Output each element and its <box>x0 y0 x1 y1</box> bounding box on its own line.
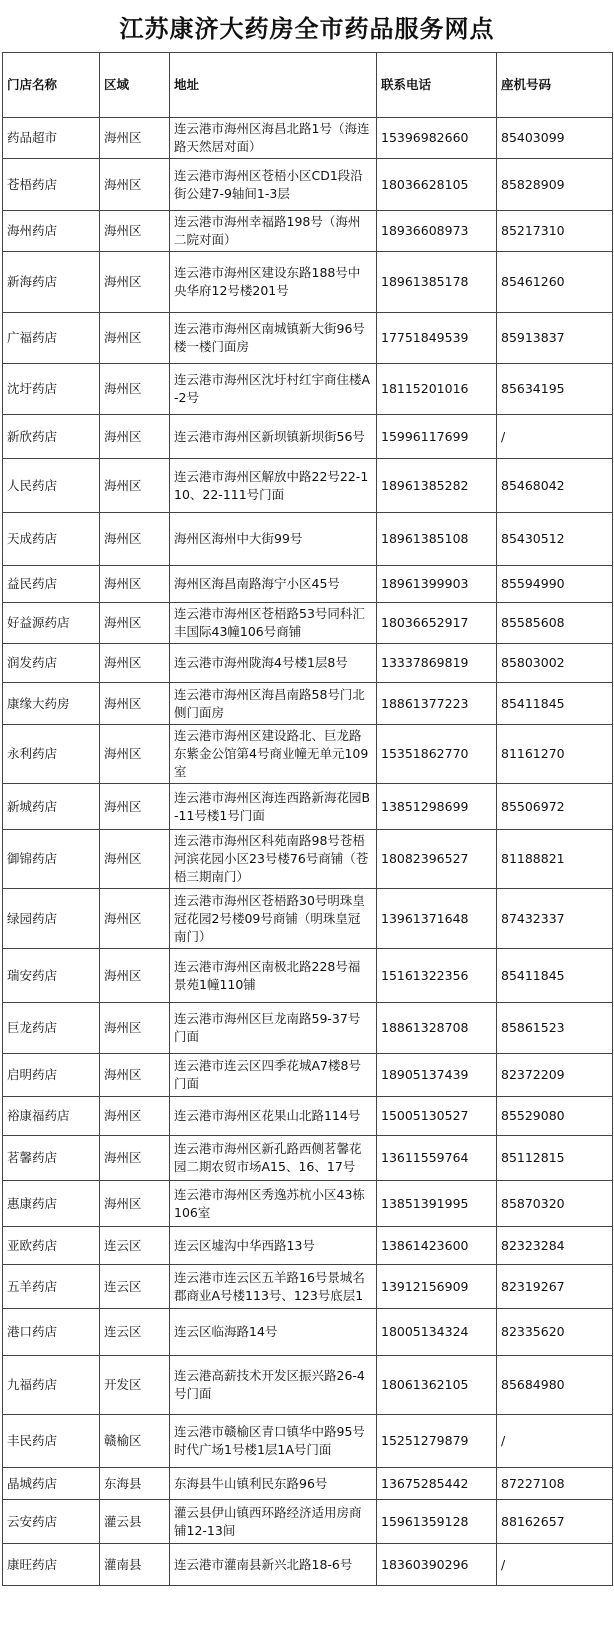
landline-cell: 85828909 <box>497 159 613 211</box>
table-row <box>3 1097 613 1136</box>
phone-cell: 15996117699 <box>377 415 497 459</box>
table-row <box>3 1309 613 1356</box>
landline-cell: 82372209 <box>497 1054 613 1097</box>
table-row <box>3 459 613 513</box>
phone-cell: 18961385108 <box>377 513 497 566</box>
store-name-cell: 天成药店 <box>3 513 100 566</box>
area-cell: 连云区 <box>100 1265 170 1309</box>
address-cell: 连云港市赣榆区青口镇华中路95号时代广场1号楼1层1A号门面 <box>170 1415 377 1468</box>
address-cell: 连云港市海州区海连西路新海花园B-11号楼1号门面 <box>170 784 377 830</box>
area-cell: 开发区 <box>100 1356 170 1415</box>
landline-cell: 85411845 <box>497 683 613 725</box>
area-cell: 海州区 <box>100 415 170 459</box>
store-name-cell: 港口药店 <box>3 1309 100 1356</box>
landline-cell: 85529080 <box>497 1097 613 1136</box>
phone-cell: 18360390296 <box>377 1544 497 1586</box>
table-row <box>3 211 613 252</box>
area-cell: 连云区 <box>100 1227 170 1265</box>
area-cell: 海州区 <box>100 784 170 830</box>
area-cell: 海州区 <box>100 683 170 725</box>
phone-cell: 18905137439 <box>377 1054 497 1097</box>
landline-cell: / <box>497 1415 613 1468</box>
area-cell: 海州区 <box>100 1003 170 1054</box>
area-cell: 海州区 <box>100 566 170 603</box>
store-name-cell: 绿园药店 <box>3 889 100 949</box>
store-name-cell: 茗馨药店 <box>3 1136 100 1181</box>
area-cell: 海州区 <box>100 1054 170 1097</box>
address-cell: 连云港市海州区沈圩村红宇商住楼A-2号 <box>170 364 377 415</box>
phone-cell: 13912156909 <box>377 1265 497 1309</box>
store-name-cell: 亚欧药店 <box>3 1227 100 1265</box>
landline-cell: 85803002 <box>497 644 613 683</box>
phone-cell: 13675285442 <box>377 1468 497 1500</box>
table-row <box>3 566 613 603</box>
address-cell: 连云港市海州区新坝镇新坝街56号 <box>170 415 377 459</box>
phone-cell: 13961371648 <box>377 889 497 949</box>
table-row <box>3 364 613 415</box>
landline-cell: / <box>497 1544 613 1586</box>
landline-cell: 85506972 <box>497 784 613 830</box>
area-cell: 海州区 <box>100 159 170 211</box>
address-cell: 海州区海州中大街99号 <box>170 513 377 566</box>
table-row <box>3 1415 613 1468</box>
landline-cell: 85913837 <box>497 313 613 364</box>
landline-cell: 85112815 <box>497 1136 613 1181</box>
phone-cell: 18961385178 <box>377 252 497 313</box>
area-cell: 海州区 <box>100 1181 170 1227</box>
address-cell: 连云港市海州区海昌南路58号门北侧门面房 <box>170 683 377 725</box>
phone-cell: 18961399903 <box>377 566 497 603</box>
address-cell: 连云港市海州区南极北路228号福景苑1幢110铺 <box>170 949 377 1003</box>
table-row <box>3 830 613 889</box>
table-row <box>3 1227 613 1265</box>
address-cell: 连云港市海州区花果山北路114号 <box>170 1097 377 1136</box>
landline-cell: 81161270 <box>497 725 613 784</box>
address-cell: 连云港市灌南县新兴北路18-6号 <box>170 1544 377 1586</box>
store-name-cell: 丰民药店 <box>3 1415 100 1468</box>
address-cell: 连云港高薪技术开发区振兴路26-4号门面 <box>170 1356 377 1415</box>
area-cell: 海州区 <box>100 949 170 1003</box>
table-row <box>3 683 613 725</box>
table-row <box>3 603 613 644</box>
landline-cell: 85684980 <box>497 1356 613 1415</box>
landline-cell: 82323284 <box>497 1227 613 1265</box>
address-cell: 东海县牛山镇利民东路96号 <box>170 1468 377 1500</box>
landline-cell: 85634195 <box>497 364 613 415</box>
area-cell: 海州区 <box>100 644 170 683</box>
area-cell: 海州区 <box>100 830 170 889</box>
landline-cell: 85461260 <box>497 252 613 313</box>
area-cell: 海州区 <box>100 313 170 364</box>
table-row <box>3 118 613 159</box>
store-name-cell: 晶城药店 <box>3 1468 100 1500</box>
table-row <box>3 1265 613 1309</box>
store-name-cell: 巨龙药店 <box>3 1003 100 1054</box>
area-cell: 海州区 <box>100 364 170 415</box>
landline-cell: / <box>497 415 613 459</box>
table-row <box>3 784 613 830</box>
table-row <box>3 513 613 566</box>
store-name-cell: 润发药店 <box>3 644 100 683</box>
address-cell: 连云区墟沟中华西路13号 <box>170 1227 377 1265</box>
header-store-name: 门店名称 <box>3 53 100 118</box>
table-row <box>3 949 613 1003</box>
phone-cell: 13851391995 <box>377 1181 497 1227</box>
landline-cell: 85468042 <box>497 459 613 513</box>
store-name-cell: 好益源药店 <box>3 603 100 644</box>
table-row <box>3 1500 613 1544</box>
table-row <box>3 1544 613 1586</box>
store-name-cell: 永利药店 <box>3 725 100 784</box>
area-cell: 东海县 <box>100 1468 170 1500</box>
landline-cell: 88162657 <box>497 1500 613 1544</box>
store-name-cell: 苍梧药店 <box>3 159 100 211</box>
table-row <box>3 889 613 949</box>
area-cell: 海州区 <box>100 211 170 252</box>
landline-cell: 85403099 <box>497 118 613 159</box>
table-row <box>3 1054 613 1097</box>
table-row <box>3 159 613 211</box>
landline-cell: 82319267 <box>497 1265 613 1309</box>
address-cell: 连云港市海州区建设东路188号中央华府12号楼201号 <box>170 252 377 313</box>
phone-cell: 18005134324 <box>377 1309 497 1356</box>
landline-cell: 81188821 <box>497 830 613 889</box>
address-cell: 连云港市海州区新孔路西侧茗馨花园二期农贸市场A15、16、17号 <box>170 1136 377 1181</box>
area-cell: 海州区 <box>100 1136 170 1181</box>
address-cell: 连云港市海州陇海4号楼1层8号 <box>170 644 377 683</box>
landline-cell: 85870320 <box>497 1181 613 1227</box>
address-cell: 连云港市海州区科苑南路98号苍梧河滨花园小区23号楼76号商铺（苍梧三期南门） <box>170 830 377 889</box>
phone-cell: 15961359128 <box>377 1500 497 1544</box>
landline-cell: 85585608 <box>497 603 613 644</box>
phone-cell: 18861377223 <box>377 683 497 725</box>
area-cell: 海州区 <box>100 1097 170 1136</box>
store-name-cell: 五羊药店 <box>3 1265 100 1309</box>
address-cell: 连云港市海州区解放中路22号22-110、22-111号门面 <box>170 459 377 513</box>
phone-cell: 13337869819 <box>377 644 497 683</box>
store-table <box>2 52 613 1586</box>
address-cell: 连云港市连云区五羊路16号景城名郡商业A号楼113号、123号底层1 <box>170 1265 377 1309</box>
phone-cell: 18036652917 <box>377 603 497 644</box>
area-cell: 海州区 <box>100 603 170 644</box>
area-cell: 灌云县 <box>100 1500 170 1544</box>
phone-cell: 15396982660 <box>377 118 497 159</box>
table-row <box>3 252 613 313</box>
address-cell: 连云区临海路14号 <box>170 1309 377 1356</box>
store-name-cell: 裕康福药店 <box>3 1097 100 1136</box>
area-cell: 海州区 <box>100 459 170 513</box>
address-cell: 连云港市海州区苍梧路53号同科汇丰国际43幢106号商铺 <box>170 603 377 644</box>
table-row <box>3 644 613 683</box>
header-phone: 联系电话 <box>377 53 497 118</box>
store-name-cell: 新海药店 <box>3 252 100 313</box>
store-name-cell: 广福药店 <box>3 313 100 364</box>
store-name-cell: 御锦药店 <box>3 830 100 889</box>
table-row <box>3 1181 613 1227</box>
phone-cell: 17751849539 <box>377 313 497 364</box>
store-name-cell: 海州药店 <box>3 211 100 252</box>
phone-cell: 18961385282 <box>377 459 497 513</box>
address-cell: 连云港市连云区四季花城A7楼8号门面 <box>170 1054 377 1097</box>
table-row <box>3 1136 613 1181</box>
address-cell: 连云港市海州区海昌北路1号（海连路天然居对面） <box>170 118 377 159</box>
landline-cell: 85430512 <box>497 513 613 566</box>
phone-cell: 18115201016 <box>377 364 497 415</box>
landline-cell: 85594990 <box>497 566 613 603</box>
landline-cell: 85217310 <box>497 211 613 252</box>
phone-cell: 15251279879 <box>377 1415 497 1468</box>
area-cell: 连云区 <box>100 1309 170 1356</box>
phone-cell: 18082396527 <box>377 830 497 889</box>
area-cell: 海州区 <box>100 725 170 784</box>
header-landline: 座机号码 <box>497 53 613 118</box>
phone-cell: 13851298699 <box>377 784 497 830</box>
store-name-cell: 人民药店 <box>3 459 100 513</box>
phone-cell: 15351862770 <box>377 725 497 784</box>
phone-cell: 13861423600 <box>377 1227 497 1265</box>
phone-cell: 18861328708 <box>377 1003 497 1054</box>
store-name-cell: 云安药店 <box>3 1500 100 1544</box>
store-name-cell: 瑞安药店 <box>3 949 100 1003</box>
address-cell: 连云港市海州区苍梧小区CD1段沿街公建7-9轴间1-3层 <box>170 159 377 211</box>
phone-cell: 18061362105 <box>377 1356 497 1415</box>
area-cell: 海州区 <box>100 513 170 566</box>
store-name-cell: 沈圩药店 <box>3 364 100 415</box>
landline-cell: 87227108 <box>497 1468 613 1500</box>
store-name-cell: 益民药店 <box>3 566 100 603</box>
landline-cell: 85411845 <box>497 949 613 1003</box>
area-cell: 灌南县 <box>100 1544 170 1586</box>
address-cell: 连云港市海州区南城镇新大街96号楼一楼门面房 <box>170 313 377 364</box>
address-cell: 连云港市海州区秀逸苏杭小区43栋106室 <box>170 1181 377 1227</box>
table-row <box>3 1468 613 1500</box>
store-name-cell: 康旺药店 <box>3 1544 100 1586</box>
area-cell: 海州区 <box>100 889 170 949</box>
store-name-cell: 新欣药店 <box>3 415 100 459</box>
address-cell: 连云港市海州区苍梧路30号明珠皇冠花园2号楼09号商铺（明珠皇冠南门） <box>170 889 377 949</box>
landline-cell: 82335620 <box>497 1309 613 1356</box>
table-row <box>3 313 613 364</box>
address-cell: 灌云县伊山镇西环路经济适用房商铺12-13间 <box>170 1500 377 1544</box>
table-row <box>3 1003 613 1054</box>
phone-cell: 15005130527 <box>377 1097 497 1136</box>
store-name-cell: 九福药店 <box>3 1356 100 1415</box>
store-name-cell: 药品超市 <box>3 118 100 159</box>
landline-cell: 85861523 <box>497 1003 613 1054</box>
table-row <box>3 725 613 784</box>
address-cell: 连云港市海州区巨龙南路59-37号门面 <box>170 1003 377 1054</box>
phone-cell: 15161322356 <box>377 949 497 1003</box>
header-area: 区域 <box>100 53 170 118</box>
area-cell: 海州区 <box>100 118 170 159</box>
table-row <box>3 415 613 459</box>
area-cell: 赣榆区 <box>100 1415 170 1468</box>
area-cell: 海州区 <box>100 252 170 313</box>
phone-cell: 13611559764 <box>377 1136 497 1181</box>
header-address: 地址 <box>170 53 377 118</box>
phone-cell: 18036628105 <box>377 159 497 211</box>
address-cell: 海州区海昌南路海宁小区45号 <box>170 566 377 603</box>
landline-cell: 87432337 <box>497 889 613 949</box>
store-name-cell: 启明药店 <box>3 1054 100 1097</box>
store-name-cell: 新城药店 <box>3 784 100 830</box>
table-row <box>3 1356 613 1415</box>
page-title: 江苏康济大药房全市药品服务网点 <box>119 13 495 43</box>
address-cell: 连云港市海州区建设路北、巨龙路东紫金公馆第4号商业幢无单元109室 <box>170 725 377 784</box>
table-header-row <box>3 53 613 118</box>
store-name-cell: 惠康药店 <box>3 1181 100 1227</box>
phone-cell: 18936608973 <box>377 211 497 252</box>
address-cell: 连云港市海州幸福路198号（海州二院对面） <box>170 211 377 252</box>
store-name-cell: 康缘大药房 <box>3 683 100 725</box>
